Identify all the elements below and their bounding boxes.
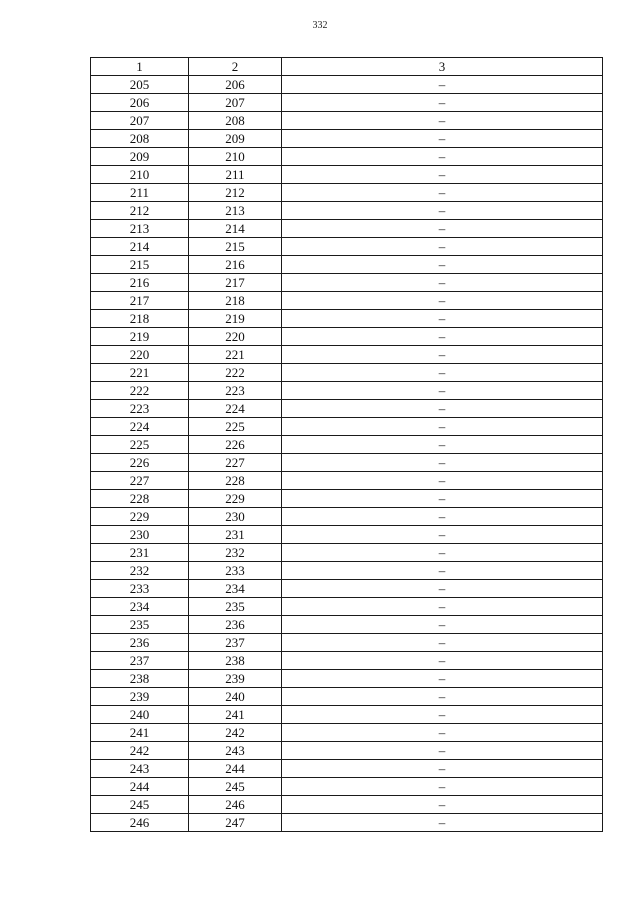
table-cell-col-2: 235 xyxy=(189,598,282,616)
table-cell-col-1: 235 xyxy=(91,616,189,634)
table-row xyxy=(91,238,603,256)
table-cell-col-3: – xyxy=(282,436,603,454)
table-cell-col-1: 237 xyxy=(91,652,189,670)
table-cell-col-1: 233 xyxy=(91,580,189,598)
table-row xyxy=(91,220,603,238)
table-row xyxy=(91,616,603,634)
table-cell-col-2: 214 xyxy=(189,220,282,238)
table-cell-col-3: – xyxy=(282,130,603,148)
table-cell-col-1: 214 xyxy=(91,238,189,256)
table-cell-col-2: 242 xyxy=(189,724,282,742)
table-row xyxy=(91,490,603,508)
table-cell-col-1: 219 xyxy=(91,328,189,346)
table-cell-col-3: – xyxy=(282,274,603,292)
table-cell-col-2: 224 xyxy=(189,400,282,418)
column-header-1: 1 xyxy=(91,58,189,76)
table-cell-col-1: 211 xyxy=(91,184,189,202)
table-cell-col-1: 205 xyxy=(91,76,189,94)
table-cell-col-3: – xyxy=(282,400,603,418)
table-row xyxy=(91,724,603,742)
table-row xyxy=(91,310,603,328)
table-cell-col-2: 220 xyxy=(189,328,282,346)
table-row xyxy=(91,418,603,436)
table-cell-col-2: 211 xyxy=(189,166,282,184)
table-cell-col-2: 245 xyxy=(189,778,282,796)
table-cell-col-1: 218 xyxy=(91,310,189,328)
table-cell-col-3: – xyxy=(282,202,603,220)
table-cell-col-3: – xyxy=(282,670,603,688)
table-cell-col-1: 227 xyxy=(91,472,189,490)
table-row xyxy=(91,400,603,418)
table-row xyxy=(91,472,603,490)
table-row xyxy=(91,130,603,148)
table-cell-col-3: – xyxy=(282,598,603,616)
table-cell-col-2: 225 xyxy=(189,418,282,436)
table-cell-col-2: 215 xyxy=(189,238,282,256)
table-cell-col-1: 210 xyxy=(91,166,189,184)
table-cell-col-2: 207 xyxy=(189,94,282,112)
table-cell-col-2: 208 xyxy=(189,112,282,130)
table-cell-col-3: – xyxy=(282,382,603,400)
page-number: 332 xyxy=(312,20,328,31)
table-row xyxy=(91,346,603,364)
table-cell-col-2: 239 xyxy=(189,670,282,688)
table-cell-col-1: 241 xyxy=(91,724,189,742)
table-cell-col-3: – xyxy=(282,148,603,166)
table-row xyxy=(91,184,603,202)
table-cell-col-3: – xyxy=(282,256,603,274)
table-cell-col-2: 213 xyxy=(189,202,282,220)
table-cell-col-2: 227 xyxy=(189,454,282,472)
table-cell-col-2: 237 xyxy=(189,634,282,652)
table-row xyxy=(91,688,603,706)
table-cell-col-2: 243 xyxy=(189,742,282,760)
table-cell-col-1: 221 xyxy=(91,364,189,382)
table-row xyxy=(91,76,603,94)
table-cell-col-3: – xyxy=(282,706,603,724)
table-cell-col-3: – xyxy=(282,652,603,670)
table-cell-col-1: 245 xyxy=(91,796,189,814)
table-cell-col-3: – xyxy=(282,292,603,310)
table-row xyxy=(91,778,603,796)
table-cell-col-1: 217 xyxy=(91,292,189,310)
table-row xyxy=(91,634,603,652)
table-cell-col-3: – xyxy=(282,544,603,562)
table-cell-col-3: – xyxy=(282,760,603,778)
table-cell-col-1: 222 xyxy=(91,382,189,400)
table-row xyxy=(91,112,603,130)
table-cell-col-2: 240 xyxy=(189,688,282,706)
table-cell-col-3: – xyxy=(282,76,603,94)
table-cell-col-3: – xyxy=(282,526,603,544)
table-row xyxy=(91,706,603,724)
table-cell-col-3: – xyxy=(282,328,603,346)
table-cell-col-1: 215 xyxy=(91,256,189,274)
table-cell-col-3: – xyxy=(282,634,603,652)
table-row xyxy=(91,202,603,220)
table-cell-col-1: 231 xyxy=(91,544,189,562)
table-cell-col-1: 220 xyxy=(91,346,189,364)
table-cell-col-1: 234 xyxy=(91,598,189,616)
table-row xyxy=(91,328,603,346)
table-cell-col-2: 209 xyxy=(189,130,282,148)
table-row xyxy=(91,364,603,382)
table-cell-col-2: 241 xyxy=(189,706,282,724)
table-cell-col-2: 231 xyxy=(189,526,282,544)
table-cell-col-3: – xyxy=(282,166,603,184)
table-cell-col-2: 246 xyxy=(189,796,282,814)
table-cell-col-2: 232 xyxy=(189,544,282,562)
table-cell-col-2: 228 xyxy=(189,472,282,490)
table-cell-col-1: 230 xyxy=(91,526,189,544)
table-cell-col-2: 210 xyxy=(189,148,282,166)
table-row xyxy=(91,382,603,400)
table-cell-col-1: 208 xyxy=(91,130,189,148)
table-cell-col-3: – xyxy=(282,220,603,238)
table-cell-col-1: 212 xyxy=(91,202,189,220)
table-cell-col-3: – xyxy=(282,310,603,328)
table-cell-col-2: 247 xyxy=(189,814,282,832)
table-cell-col-3: – xyxy=(282,364,603,382)
table-body xyxy=(91,76,603,832)
table-cell-col-2: 223 xyxy=(189,382,282,400)
table-cell-col-3: – xyxy=(282,580,603,598)
table-cell-col-2: 217 xyxy=(189,274,282,292)
table-row xyxy=(91,580,603,598)
table-cell-col-1: 246 xyxy=(91,814,189,832)
table-row xyxy=(91,814,603,832)
table-cell-col-1: 223 xyxy=(91,400,189,418)
table-cell-col-1: 213 xyxy=(91,220,189,238)
table-cell-col-2: 216 xyxy=(189,256,282,274)
table-cell-col-1: 242 xyxy=(91,742,189,760)
table-cell-col-2: 229 xyxy=(189,490,282,508)
table-cell-col-2: 230 xyxy=(189,508,282,526)
table-cell-col-2: 212 xyxy=(189,184,282,202)
table-row xyxy=(91,166,603,184)
table-cell-col-1: 229 xyxy=(91,508,189,526)
table-row xyxy=(91,436,603,454)
table-cell-col-2: 218 xyxy=(189,292,282,310)
table-cell-col-3: – xyxy=(282,346,603,364)
table-row xyxy=(91,562,603,580)
table-cell-col-3: – xyxy=(282,472,603,490)
table-cell-col-1: 206 xyxy=(91,94,189,112)
table-row xyxy=(91,544,603,562)
table-cell-col-3: – xyxy=(282,508,603,526)
table-cell-col-1: 224 xyxy=(91,418,189,436)
table-cell-col-1: 239 xyxy=(91,688,189,706)
table-cell-col-2: 233 xyxy=(189,562,282,580)
table-cell-col-2: 226 xyxy=(189,436,282,454)
table-cell-col-3: – xyxy=(282,94,603,112)
table-row xyxy=(91,652,603,670)
table-row xyxy=(91,526,603,544)
table-row xyxy=(91,598,603,616)
table-cell-col-2: 219 xyxy=(189,310,282,328)
table-cell-col-3: – xyxy=(282,742,603,760)
table-row xyxy=(91,796,603,814)
column-header-3: 3 xyxy=(282,58,603,76)
table-cell-col-3: – xyxy=(282,778,603,796)
table-cell-col-3: – xyxy=(282,724,603,742)
table-cell-col-2: 244 xyxy=(189,760,282,778)
table-cell-col-1: 207 xyxy=(91,112,189,130)
table-cell-col-1: 238 xyxy=(91,670,189,688)
table-cell-col-1: 209 xyxy=(91,148,189,166)
table-row xyxy=(91,670,603,688)
table-row xyxy=(91,508,603,526)
table-row xyxy=(91,292,603,310)
table-cell-col-3: – xyxy=(282,688,603,706)
table-row xyxy=(91,760,603,778)
table-cell-col-2: 238 xyxy=(189,652,282,670)
table-row xyxy=(91,274,603,292)
table-cell-col-3: – xyxy=(282,184,603,202)
table-cell-col-1: 225 xyxy=(91,436,189,454)
table-cell-col-1: 228 xyxy=(91,490,189,508)
table-cell-col-3: – xyxy=(282,238,603,256)
table-cell-col-3: – xyxy=(282,418,603,436)
table-cell-col-3: – xyxy=(282,814,603,832)
table-cell-col-1: 226 xyxy=(91,454,189,472)
table-cell-col-3: – xyxy=(282,490,603,508)
table-cell-col-2: 236 xyxy=(189,616,282,634)
table-cell-col-1: 216 xyxy=(91,274,189,292)
table-cell-col-1: 240 xyxy=(91,706,189,724)
table-cell-col-2: 221 xyxy=(189,346,282,364)
column-header-2: 2 xyxy=(189,58,282,76)
table-cell-col-2: 234 xyxy=(189,580,282,598)
table-cell-col-1: 232 xyxy=(91,562,189,580)
table-cell-col-3: – xyxy=(282,562,603,580)
table-cell-col-3: – xyxy=(282,454,603,472)
table-row xyxy=(91,742,603,760)
table-cell-col-3: – xyxy=(282,112,603,130)
table-row xyxy=(91,256,603,274)
table-header xyxy=(91,58,603,76)
table-cell-col-2: 206 xyxy=(189,76,282,94)
table-cell-col-3: – xyxy=(282,796,603,814)
table-cell-col-2: 222 xyxy=(189,364,282,382)
header-row xyxy=(91,58,603,76)
table-cell-col-1: 236 xyxy=(91,634,189,652)
data-table xyxy=(90,57,603,832)
table-row xyxy=(91,454,603,472)
table-row xyxy=(91,94,603,112)
table-row xyxy=(91,148,603,166)
table-cell-col-1: 244 xyxy=(91,778,189,796)
table-cell-col-3: – xyxy=(282,616,603,634)
table-cell-col-1: 243 xyxy=(91,760,189,778)
